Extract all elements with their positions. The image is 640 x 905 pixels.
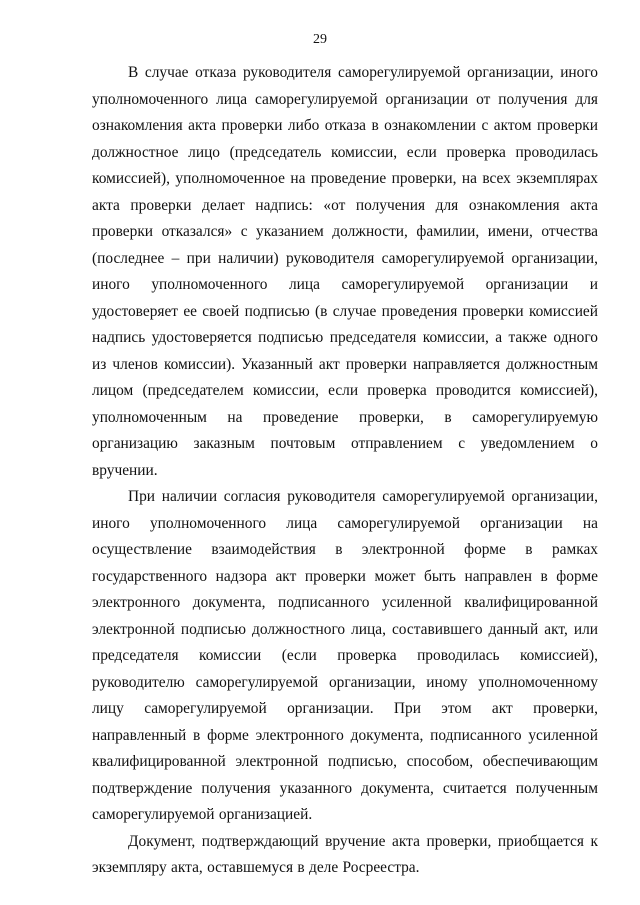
paragraph-electronic-delivery: При наличии согласия руководителя саморегулируемой организации, иного уполномоченного лица саморегулируемой организации на осуществление взаимодействия в электронной форме в рамках государственного надзора акт проверки может быть направлен в форме электронного документа, подписанного усиленной квалифицированной электронной подписью должностного лица, составившего данный акт, или председателя комиссии (если проверка проводилась комиссией), руководителю саморегулируемой организации, иному уполномоченному лицу саморегулируемой организации. При этом акт проверки, направленный в форме электронного документа, подписанного усиленной квалифицированной электронной подписью, способом, обеспечивающим подтверждение получения указанного документа, считается полученным саморегулируемой организацией. xyxy=(92,488,598,823)
paragraph-refusal-procedure: В случае отказа руководителя саморегулируемой организации, иного уполномоченного лица саморегулируемой организации от получения для ознакомления акта проверки либо отказа в ознакомлении с актом проверки должностное лицо (председатель комиссии, если проверка проводилась комиссией), уполномоченное на проведение проверки, на всех экземплярах акта проверки делает надпись: «от получения для ознакомления акта проверки отказался» с указанием должности, фамилии, имени, отчества (последнее – при наличии) руководителя саморегулируемой организации, иного уполномоченного лица саморегулируемой организации и удостоверяет ее своей подписью (в случае проведения проверки комиссией надпись удостоверяется подписью председателя комиссии, а также одного из членов комиссии). Указанный акт проверки направляется должностным лицом (председателем комиссии, если проверка проводится комиссией), уполномоченным на проведение проверки, в саморегулируемую организацию заказным почтовым отправлением с уведомлением о вручении. xyxy=(92,64,598,479)
document-body xyxy=(92,60,598,882)
page-number: 29 xyxy=(313,32,327,47)
paragraph-delivery-confirmation: Документ, подтверждающий вручение акта проверки, приобщается к экземпляру акта, оставшемуся в деле Росреестра. xyxy=(92,832,598,876)
